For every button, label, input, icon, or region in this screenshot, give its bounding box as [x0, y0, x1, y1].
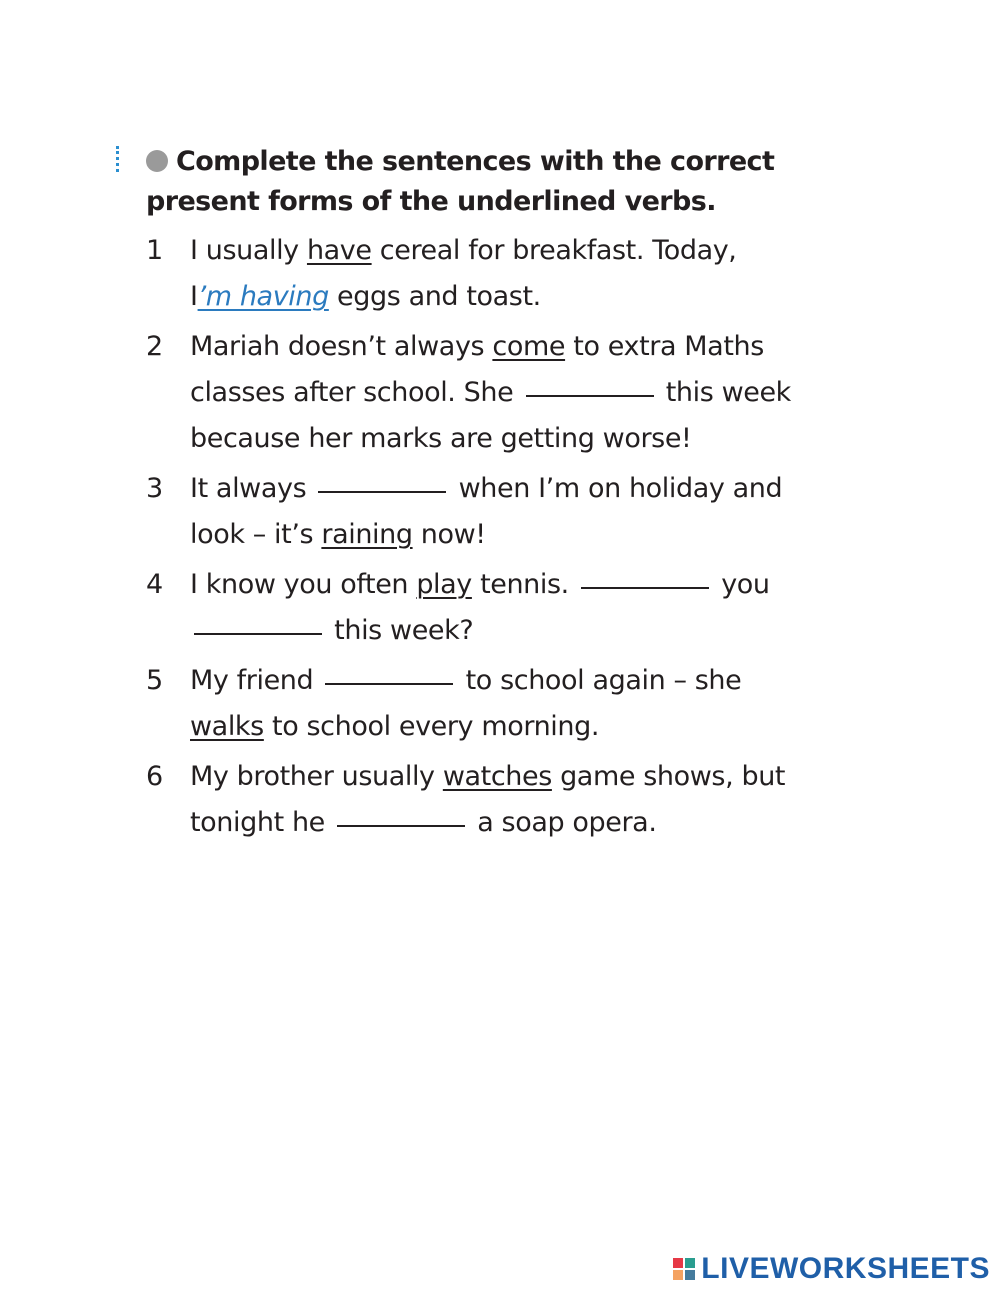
- sentence-text: you: [713, 569, 770, 600]
- answer-blank[interactable]: [581, 587, 709, 589]
- sentence-text: when I’m on holiday and: [450, 473, 783, 504]
- logo-square: [685, 1270, 695, 1280]
- sentence-text: It always: [190, 473, 315, 504]
- item-number: 4: [146, 569, 163, 600]
- item-sentence: [190, 562, 826, 654]
- answer-blank[interactable]: [318, 491, 446, 493]
- sentence-text: tonight he: [190, 807, 334, 838]
- sentence-text: Mariah doesn’t always: [190, 331, 493, 362]
- logo-grid-icon: [673, 1258, 695, 1280]
- item-number: 1: [146, 235, 163, 266]
- answer-blank[interactable]: [194, 633, 322, 635]
- answer-blank[interactable]: [337, 825, 465, 827]
- bullet-icon: [146, 150, 168, 172]
- exercise-item: [146, 562, 826, 654]
- item-sentence: [190, 324, 826, 462]
- logo-square: [673, 1258, 683, 1268]
- liveworksheets-logo: [673, 1252, 990, 1286]
- sentence-text: eggs and toast.: [328, 281, 541, 312]
- sentence-text: now!: [412, 519, 486, 550]
- item-number: 3: [146, 473, 163, 504]
- exercise-item: [146, 228, 826, 320]
- section-marker: [116, 146, 123, 172]
- item-sentence: [190, 466, 826, 558]
- exercise-list: [146, 228, 826, 850]
- logo-text: LIVEWORKSHEETS: [701, 1252, 990, 1285]
- sentence-text: this week: [657, 377, 791, 408]
- sentence-text: because her marks are getting worse!: [190, 423, 692, 454]
- logo-square: [673, 1270, 683, 1280]
- exercise-item: [146, 754, 826, 846]
- underlined-verb: watches: [442, 761, 552, 792]
- sentence-text: cereal for breakfast. Today,: [371, 235, 737, 266]
- sentence-text: look – it’s: [190, 519, 322, 550]
- answer-blank[interactable]: [526, 395, 654, 397]
- sentence-text: I know you often: [190, 569, 417, 600]
- sentence-text: I usually: [190, 235, 307, 266]
- sentence-text: a soap opera.: [469, 807, 657, 838]
- exercise-item: [146, 324, 826, 462]
- underlined-verb: raining: [321, 519, 413, 550]
- item-number: 2: [146, 331, 163, 362]
- sentence-text: to school every morning.: [263, 711, 600, 742]
- sentence-text: tennis.: [471, 569, 578, 600]
- item-sentence: [190, 228, 826, 320]
- instruction-text: Complete the sentences with the correct present forms of the underlined verbs.: [146, 146, 775, 217]
- underlined-verb: come: [492, 331, 566, 362]
- sentence-text: to extra Maths: [565, 331, 764, 362]
- item-sentence: [190, 754, 826, 846]
- underlined-verb: walks: [190, 711, 264, 742]
- exercise-item: [146, 466, 826, 558]
- sentence-text: My friend: [190, 665, 322, 696]
- exercise-instruction: [146, 142, 786, 222]
- item-number: 5: [146, 665, 163, 696]
- underlined-verb: play: [416, 569, 472, 600]
- sentence-text: I: [190, 281, 198, 312]
- logo-square: [685, 1258, 695, 1268]
- sentence-text: My brother usually: [190, 761, 443, 792]
- sentence-text: this week?: [326, 615, 474, 646]
- exercise-item: [146, 658, 826, 750]
- answer-blank[interactable]: [325, 683, 453, 685]
- item-sentence: [190, 658, 826, 750]
- example-answer: ’m having: [197, 281, 329, 312]
- sentence-text: game shows, but: [551, 761, 786, 792]
- item-number: 6: [146, 761, 163, 792]
- sentence-text: classes after school. She: [190, 377, 522, 408]
- underlined-verb: have: [306, 235, 372, 266]
- sentence-text: to school again – she: [457, 665, 742, 696]
